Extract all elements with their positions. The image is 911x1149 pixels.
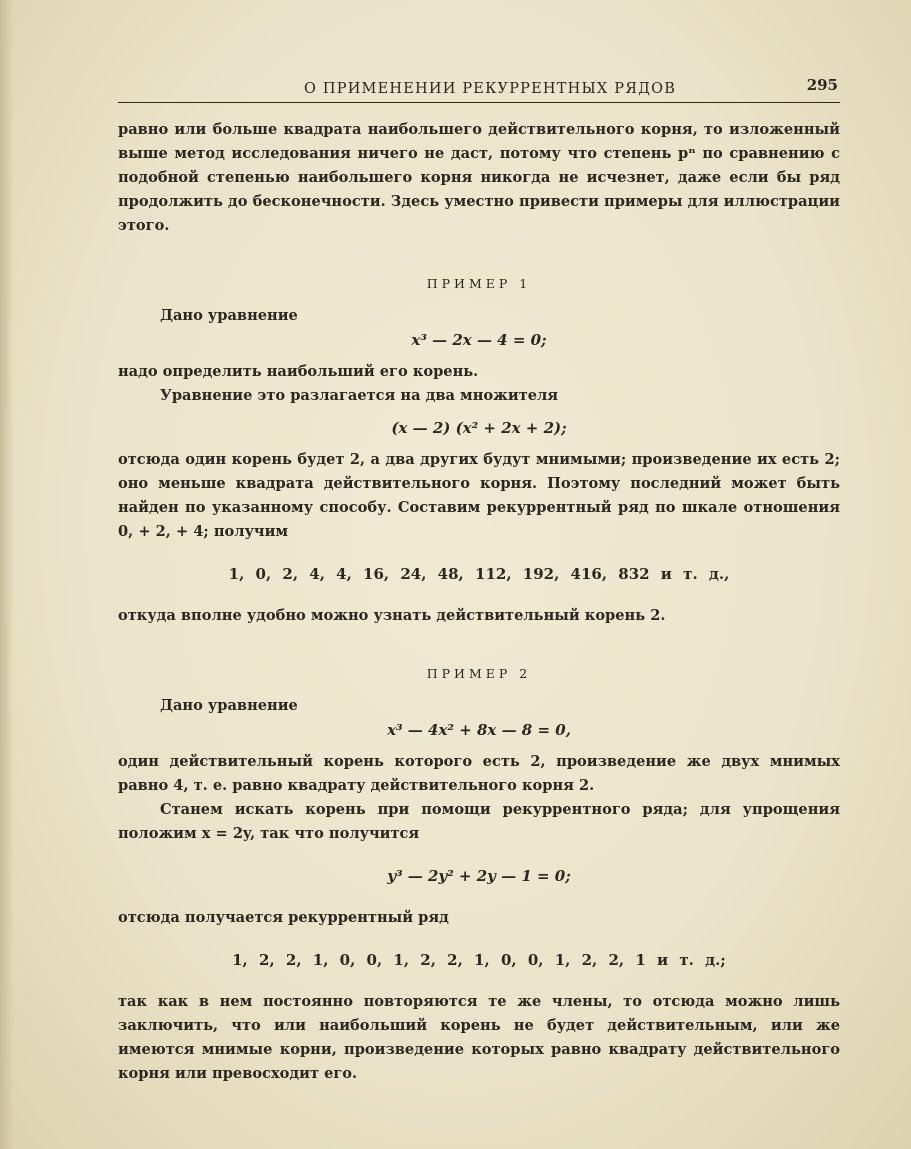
example-1-equation: x³ — 2x — 4 = 0; bbox=[411, 331, 547, 349]
example-1-given: Дано уравнение bbox=[160, 307, 298, 324]
example-2-equation-2: y³ — 2y² + 2y — 1 = 0; bbox=[387, 867, 571, 885]
example-2-conclusion: так как в нем постоянно повторяются те же члены, то отсюда можно лишь заключить, что или наибольший корень не будет действительным, или же имеются мнимые корни, произведение которых равно квадрату действительного корня или превосходит его. bbox=[118, 993, 840, 1082]
example-1-conclusion: откуда вполне удобно можно узнать действительный корень 2. bbox=[118, 607, 666, 624]
header-rule bbox=[118, 102, 840, 103]
page-header bbox=[118, 76, 840, 106]
example-2-series-text: отсюда получается рекуррентный ряд bbox=[118, 909, 449, 926]
example-1-factors: (x — 2) (x² + 2x + 2); bbox=[391, 419, 567, 437]
example-2-series: 1, 2, 2, 1, 0, 0, 1, 2, 2, 1, 0, 0, 1, 2, 2, 1 и т. д.; bbox=[232, 951, 726, 969]
example-2-equation: x³ — 4x² + 8x — 8 = 0, bbox=[387, 721, 571, 739]
page-edge-shadow bbox=[0, 0, 14, 1149]
page-body bbox=[118, 118, 840, 1086]
example-1-factor-text: Уравнение это разлагается на два множителя bbox=[160, 387, 559, 404]
example-1-heading: ПРИМЕР 1 bbox=[426, 276, 532, 291]
page-number: 295 bbox=[806, 76, 838, 94]
example-1-explanation: отсюда один корень будет 2, а два других будут мнимыми; произведение их есть 2; оно меньше квадрата действительного корня. Поэтому последний может быть найден по указанному способу. Составим рекуррентный ряд по шкале отношения 0, + 2, + 4; получим bbox=[118, 451, 840, 540]
example-2-heading: ПРИМЕР 2 bbox=[426, 666, 532, 681]
example-2-explanation: один действительный корень которого есть 2, произведение же двух мнимых равно 4, т. е. равно квадрату действительного корня 2. bbox=[118, 753, 840, 794]
example-2-substitution: Станем искать корень при помощи рекуррентного ряда; для упрощения положим x = 2y, так что получится bbox=[118, 801, 840, 842]
example-1-task: надо определить наибольший его корень. bbox=[118, 363, 479, 380]
intro-paragraph: равно или больше квадрата наибольшего действительного корня, то изложенный выше метод исследования ничего не даст, потому что степень pⁿ по сравнению с подобной степенью наибольшего корня никогда не исчезнет, даже если бы ряд продолжить до бесконечности. Здесь уместно привести примеры для иллюстрации этого. bbox=[118, 121, 840, 234]
running-title: О ПРИМЕНЕНИИ РЕКУРРЕНТНЫХ РЯДОВ bbox=[304, 81, 677, 97]
example-1-series: 1, 0, 2, 4, 4, 16, 24, 48, 112, 192, 416, 832 и т. д., bbox=[228, 565, 730, 583]
example-2-given: Дано уравнение bbox=[160, 697, 298, 714]
